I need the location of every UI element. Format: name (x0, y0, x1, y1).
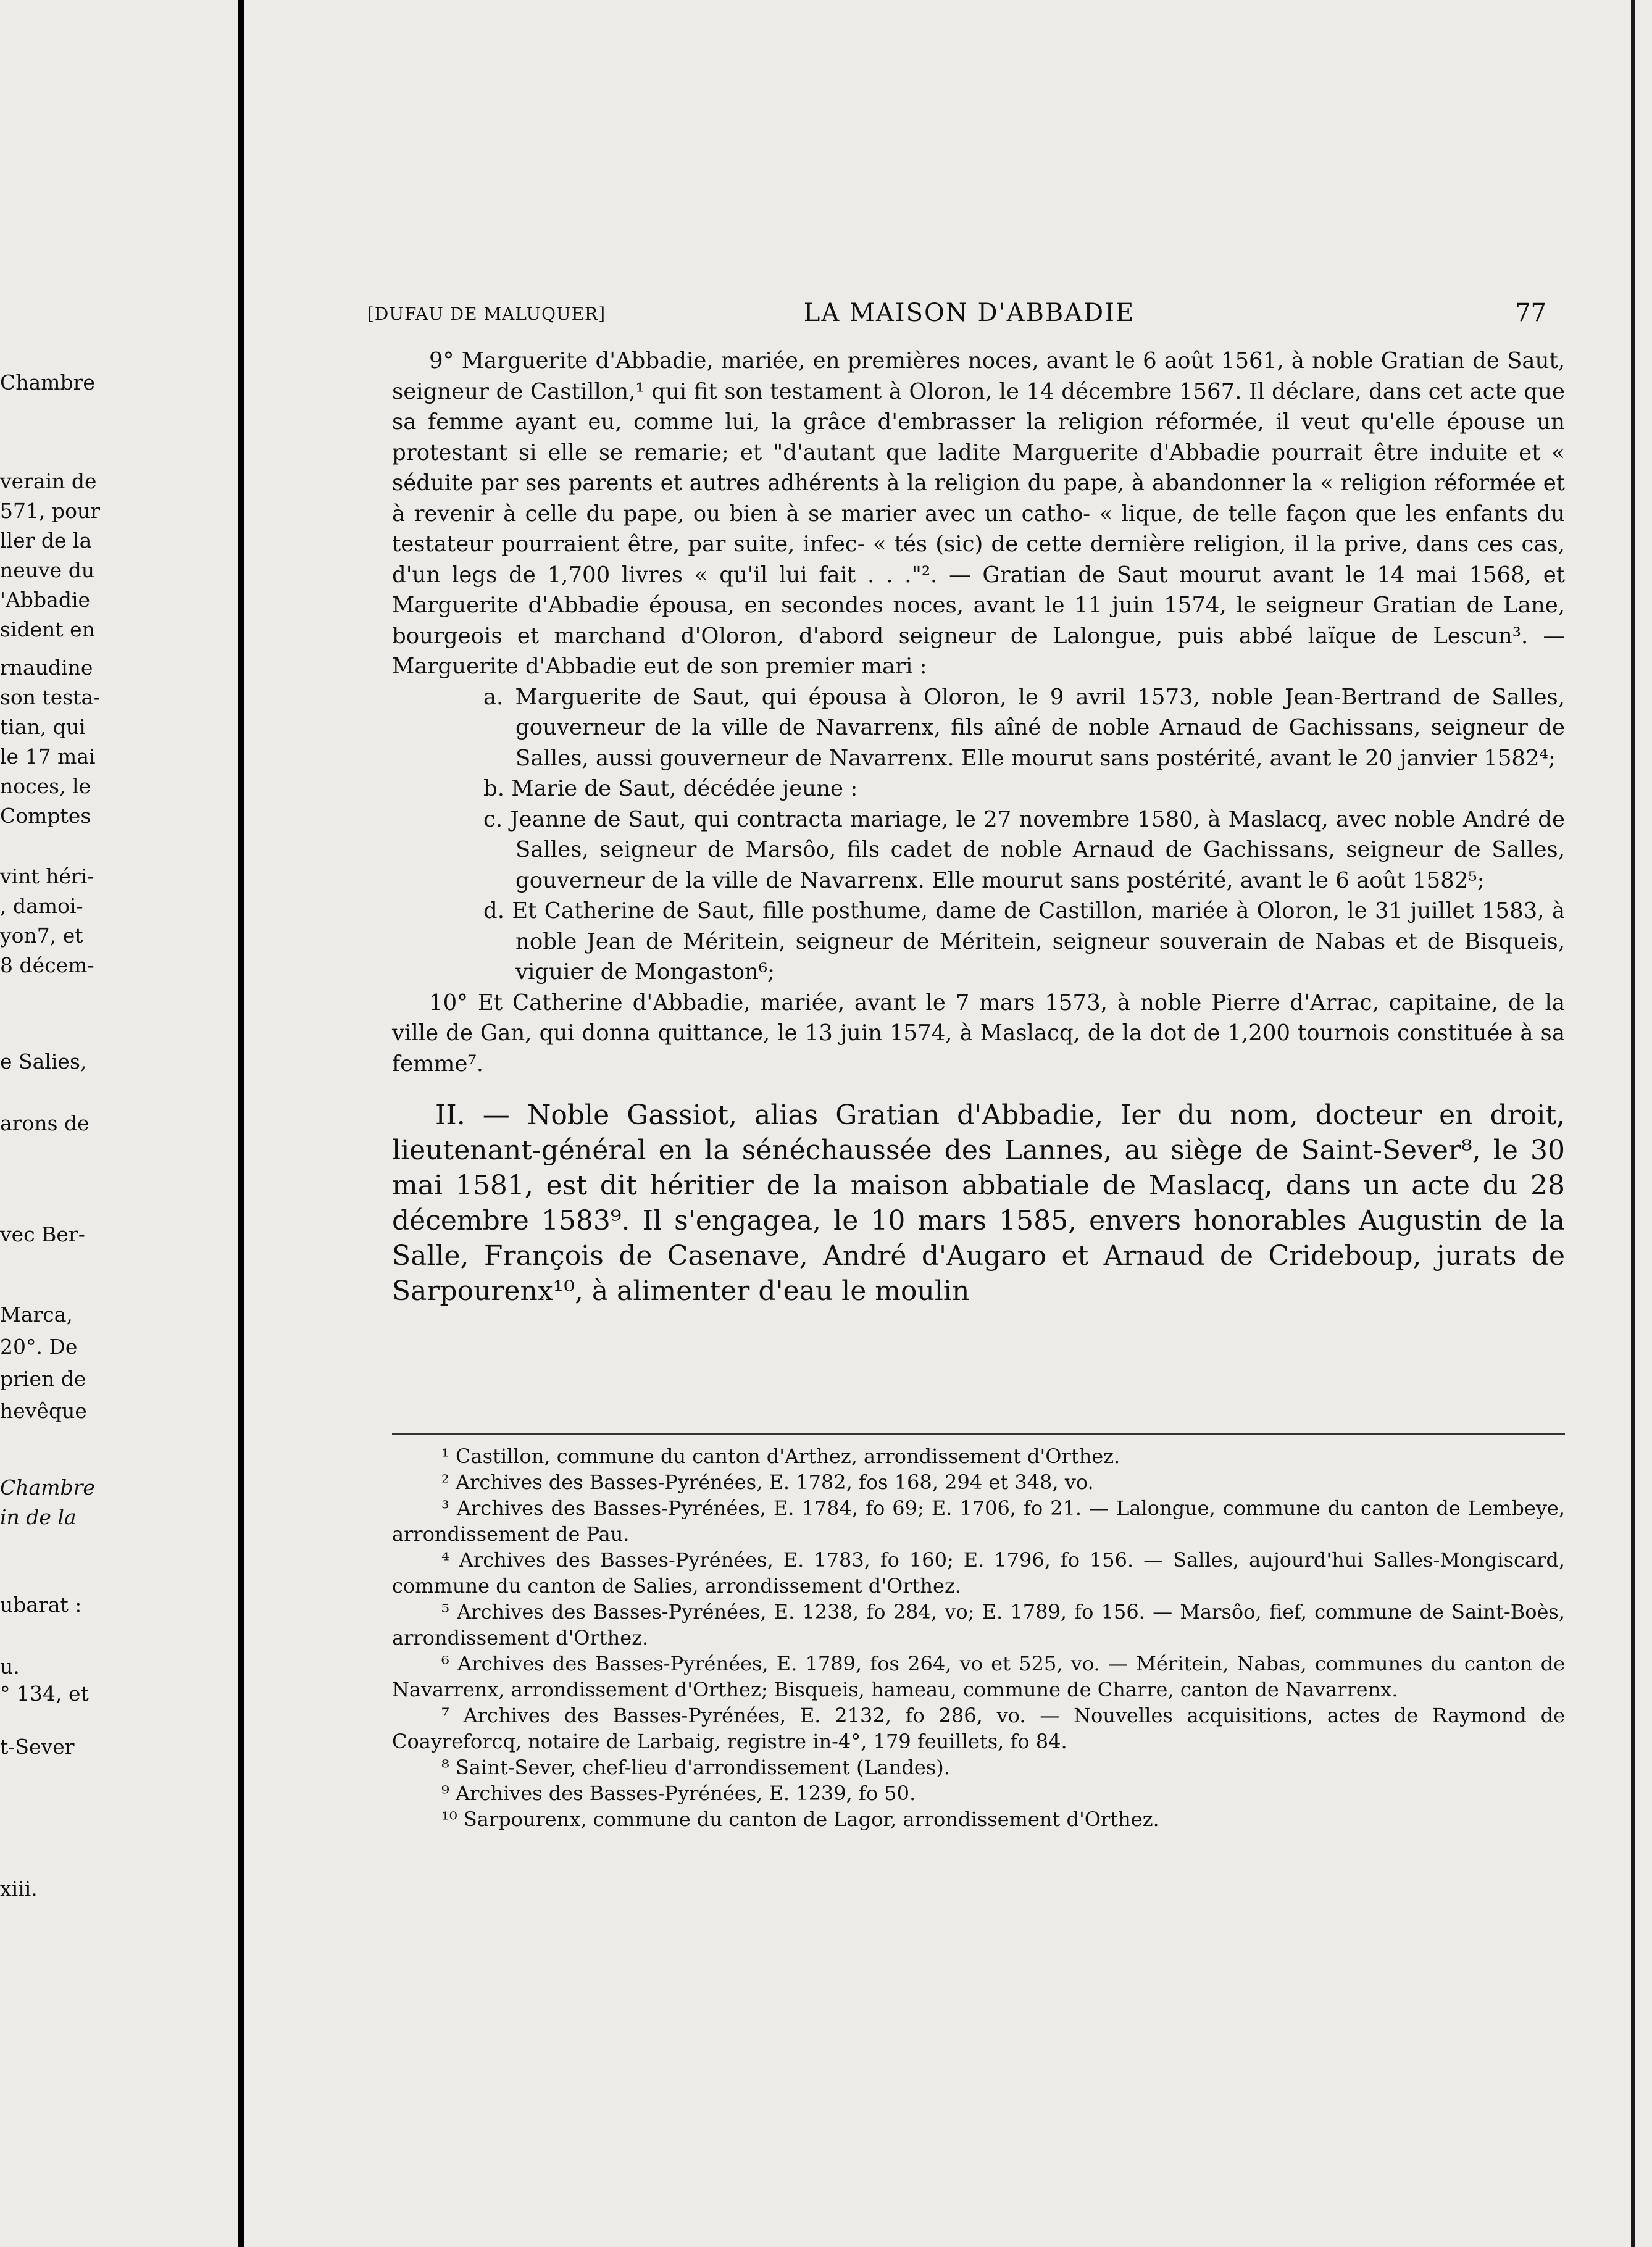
footnote: ⁵ Archives des Basses-Pyrénées, E. 1238, fo 284, vo; E. 1789, fo 156. — Marsôo, fief, commune de Saint-Boès, arrondissement d'Orthez. (392, 1600, 1565, 1649)
running-header (367, 299, 1571, 330)
footnote: ¹ Castillon, commune du canton d'Arthez, arrondissement d'Orthez. (441, 1444, 1120, 1468)
left-page-line: 20°. De (0, 1335, 78, 1359)
left-page-line: arons de (0, 1111, 90, 1135)
header-title: LA MAISON D'ABBADIE (803, 299, 1135, 327)
footnotes (392, 1443, 1565, 1832)
left-page-line: 8 décem- (0, 953, 94, 977)
paragraph: 9° Marguerite d'Abbadie, mariée, en premières noces, avant le 6 août 1561, à noble Gratian de Saut, seigneur de Castillon,¹ qui fit son testament à Oloron, le 14 décembre 1567. Il déclare, dans cet acte que sa femme ayant eu, comme lui, la grâce d'embrasser la religion réformée, il veut qu'elle épouse un protestant si elle se remarie; et "d'autant que ladite Marguerite d'Abbadie pourrait être induite et « séduite par ses parents et autres adhérents à la religion du pape, à abandonner la « religion réformée et à revenir à celle du pape, ou bien à se marier avec un catho- « lique, de telle façon que les enfants du testateur pourraient être, par suite, infec- « tés (sic) de cette dernière religion, il la prive, dans ces cas, d'un legs de 1,700 livres « qu'il lui fait . . ."². — Gratian de Saut mourut avant le 14 mai 1568, et Marguerite d'Abbadie épousa, en secondes noces, avant le 11 juin 1574, le seigneur Gratian de Lane, bourgeois et marchand d'Oloron, d'abord seigneur de Lalongue, puis abbé laïque de Lescun³. — Marguerite d'Abbadie eut de son premier mari : (392, 348, 1565, 679)
left-page-line: 'Abbadie (0, 588, 91, 612)
left-page-line: son testa- (0, 685, 101, 709)
left-page (0, 0, 238, 2247)
left-page-line: sident en (0, 617, 95, 641)
left-page-line: tian, qui (0, 715, 86, 739)
left-page-line: vint héri- (0, 864, 94, 888)
footnote: ⁶ Archives des Basses-Pyrénées, E. 1789, fos 264, vo et 525, vo. — Méritein, Nabas, communes du canton de Navarrenx, arrondissement d'Orthez; Bisqueis, hameau, commune de Charre, canton de Navarrenx. (392, 1652, 1565, 1701)
footnote: ⁸ Saint-Sever, chef-lieu d'arrondissement (Landes). (441, 1756, 950, 1779)
footnote: ¹⁰ Sarpourenx, commune du canton de Lagor, arrondissement d'Orthez. (441, 1807, 1159, 1831)
paragraph: 10° Et Catherine d'Abbadie, mariée, avant le 7 mars 1573, à noble Pierre d'Arrac, capitaine, de la ville de Gan, qui donna quittance, le 13 juin 1574, à Maslacq, de la dot de 1,200 tournois constituée à sa femme⁷. (392, 990, 1565, 1077)
left-page-line: hevêque (0, 1399, 87, 1423)
page-gutter (238, 0, 244, 2247)
left-page-line: t-Sever (0, 1735, 75, 1759)
list-item: a. Marguerite de Saut, qui épousa à Oloron, le 9 avril 1573, noble Jean-Bertrand de Salles, gouverneur de la ville de Navarrenx, fils aîné de noble Arnaud de Gachissans, seigneur de Salles, aussi gouverneur de Navarrenx. Elle mourut sans postérité, avant le 20 janvier 1582⁴; (483, 684, 1565, 771)
section-paragraph: II. — Noble Gassiot, alias Gratian d'Abbadie, Ier du nom, docteur en droit, lieutenant-général en la sénéchaussée des Lannes, au siège de Saint-Sever⁸, le 30 mai 1581, est dit héritier de la maison abbatiale de Maslacq, dans un acte du 28 décembre 1583⁹. Il s'engagea, le 10 mars 1585, envers honorables Augustin de la Salle, François de Casenave, André d'Augaro et Arnaud de Crideboup, jurats de Sarpourenx¹⁰, à alimenter d'eau le moulin (392, 1099, 1565, 1307)
left-page-line: neuve du (0, 558, 95, 582)
left-page-line: yon7, et (0, 923, 83, 948)
left-page-line: , damoi- (0, 894, 83, 918)
body-text (392, 346, 1565, 1309)
left-page-line: rnaudine (0, 656, 93, 680)
left-page-line: e Salies, (0, 1049, 87, 1073)
footnote: ⁷ Archives des Basses-Pyrénées, E. 2132, fo 286, vo. — Nouvelles acquisitions, actes de Raymond de Coayreforcq, notaire de Larbaig, registre in-4°, 179 feuillets, fo 84. (392, 1704, 1565, 1753)
left-page-line: Comptes (0, 804, 91, 828)
left-page-line: Chambre (0, 1475, 95, 1499)
left-page-line: prien de (0, 1367, 86, 1391)
left-page-line: ller de la (0, 528, 92, 552)
footnote: ⁹ Archives des Basses-Pyrénées, E. 1239, fo 50. (441, 1782, 916, 1805)
header-author: [DUFAU DE MALUQUER] (367, 304, 606, 324)
list-item: c. Jeanne de Saut, qui contracta mariage, le 27 novembre 1580, à Maslacq, avec noble André de Salles, seigneur de Marsôo, fils cadet de noble Arnaud de Gachissans, seigneur de Salles, gouverneur de la ville de Navarrenx. Elle mourut sans postérité, avant le 6 août 1582⁵; (483, 806, 1565, 893)
left-page-line: Marca, (0, 1303, 73, 1327)
left-page-line: Chambre (0, 370, 95, 394)
list-item: d. Et Catherine de Saut, fille posthume, dame de Castillon, mariée à Oloron, le 31 juillet 1583, à noble Jean de Méritein, seigneur de Méritein, seigneur souverain de Nabas et de Bisqueis, viguier de Mongaston⁶; (483, 898, 1565, 985)
page-edge (1631, 0, 1635, 2247)
footnote: ³ Archives des Basses-Pyrénées, E. 1784, fo 69; E. 1706, fo 21. — Lalongue, commune du canton de Lembeye, arrondissement de Pau. (392, 1496, 1565, 1546)
left-page-line: verain de (0, 469, 97, 493)
right-page (244, 0, 1652, 2247)
left-page-line: in de la (0, 1505, 77, 1529)
footnote-rule (392, 1433, 1565, 1435)
left-page-line: le 17 mai (0, 744, 96, 769)
left-page-line: noces, le (0, 774, 91, 798)
left-page-line: u. (0, 1654, 20, 1678)
list-item: b. Marie de Saut, décédée jeune : (483, 776, 858, 801)
left-page-line: vec Ber- (0, 1222, 85, 1246)
left-page-line: ° 134, et (0, 1682, 89, 1706)
page-number: 77 (1515, 299, 1546, 327)
footnote: ⁴ Archives des Basses-Pyrénées, E. 1783, fo 160; E. 1796, fo 156. — Salles, aujourd'hui Salles-Mongiscard, commune du canton de Salies, arrondissement d'Orthez. (392, 1548, 1565, 1598)
left-page-line: 571, pour (0, 499, 100, 523)
left-page-line: xiii. (0, 1877, 38, 1901)
footnote: ² Archives des Basses-Pyrénées, E. 1782, fos 168, 294 et 348, vo. (441, 1470, 1094, 1494)
left-page-line: ubarat : (0, 1593, 82, 1617)
